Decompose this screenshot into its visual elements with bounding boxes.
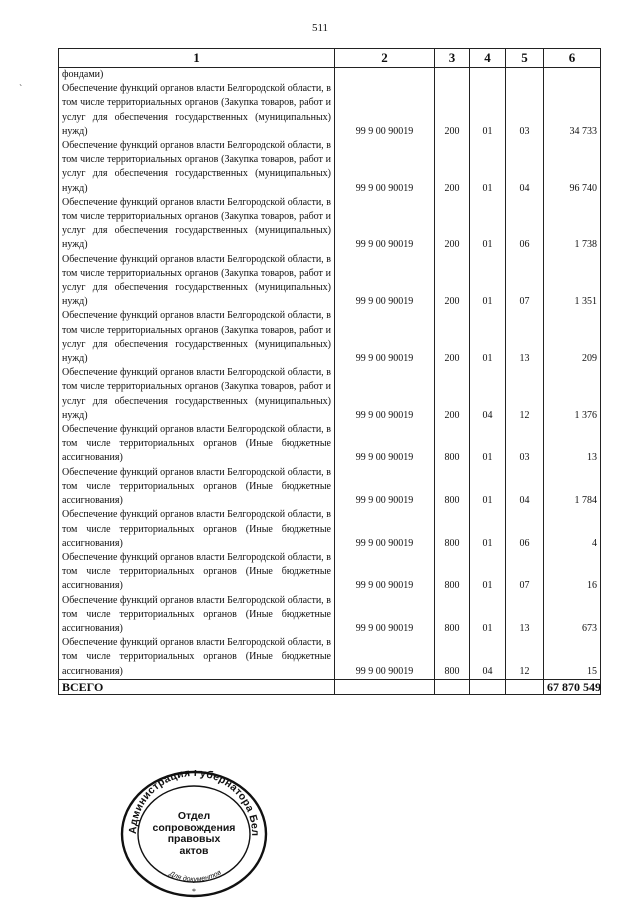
- row-code: 99 9 00 90019: [335, 508, 435, 551]
- stamp-center-text: [118, 770, 270, 898]
- row-col4: [470, 68, 506, 83]
- row-col3: 800: [435, 636, 470, 679]
- table-row: [59, 423, 601, 466]
- total-row: [59, 679, 601, 694]
- row-col5: 03: [506, 82, 544, 139]
- row-col4: 01: [470, 196, 506, 253]
- table-row: [59, 309, 601, 366]
- row-col3: 800: [435, 594, 470, 637]
- row-col4: 04: [470, 366, 506, 423]
- row-col3: 200: [435, 196, 470, 253]
- row-col4: 01: [470, 82, 506, 139]
- row-description: фондами): [59, 68, 335, 83]
- row-code: 99 9 00 90019: [335, 82, 435, 139]
- header-col-2: 2: [335, 49, 435, 68]
- row-col3: 800: [435, 466, 470, 509]
- row-col4: 01: [470, 508, 506, 551]
- budget-table: [58, 48, 601, 695]
- row-code: 99 9 00 90019: [335, 253, 435, 310]
- row-col4: 01: [470, 309, 506, 366]
- row-description: Обеспечение функций органов власти Белгородской области, в том числе территориальных органов (Закупка товаров, работ и услуг для обеспечения государственных (муниципальных) нужд): [59, 309, 335, 366]
- row-amount: 13: [544, 423, 601, 466]
- row-code: 99 9 00 90019: [335, 423, 435, 466]
- row-col5: [506, 68, 544, 83]
- table-row: [59, 68, 601, 83]
- table-row: [59, 508, 601, 551]
- row-col4: 01: [470, 551, 506, 594]
- header-col-4: 4: [470, 49, 506, 68]
- row-col5: 13: [506, 594, 544, 637]
- row-amount: 15: [544, 636, 601, 679]
- table-row: [59, 139, 601, 196]
- row-description: Обеспечение функций органов власти Белгородской области, в том числе территориальных органов (Иные бюджетные ассигнования): [59, 636, 335, 679]
- row-col5: 07: [506, 551, 544, 594]
- header-col-1: 1: [59, 49, 335, 68]
- row-code: 99 9 00 90019: [335, 594, 435, 637]
- row-description: Обеспечение функций органов власти Белгородской области, в том числе территориальных органов (Иные бюджетные ассигнования): [59, 551, 335, 594]
- total-empty: [435, 679, 470, 694]
- table-row: [59, 82, 601, 139]
- official-stamp: [118, 770, 270, 898]
- stamp-line-3: правовых: [167, 833, 221, 845]
- row-amount: 1 351: [544, 253, 601, 310]
- row-col3: 200: [435, 139, 470, 196]
- table-row: [59, 551, 601, 594]
- row-amount: 1 784: [544, 466, 601, 509]
- header-row: [59, 49, 601, 68]
- row-col4: 04: [470, 636, 506, 679]
- table-row: [59, 366, 601, 423]
- row-col3: 800: [435, 508, 470, 551]
- header-col-5: 5: [506, 49, 544, 68]
- row-col5: 06: [506, 196, 544, 253]
- total-empty: [506, 679, 544, 694]
- stamp-line-4: актов: [179, 844, 209, 857]
- row-code: 99 9 00 90019: [335, 636, 435, 679]
- row-amount: 34 733: [544, 82, 601, 139]
- row-code: 99 9 00 90019: [335, 309, 435, 366]
- row-col4: 01: [470, 423, 506, 466]
- svg-text:*: *: [192, 887, 196, 896]
- row-col5: 07: [506, 253, 544, 310]
- row-col5: 04: [506, 139, 544, 196]
- row-col5: 12: [506, 636, 544, 679]
- row-code: 99 9 00 90019: [335, 466, 435, 509]
- table-row: [59, 636, 601, 679]
- row-code: [335, 68, 435, 83]
- table-row: [59, 466, 601, 509]
- row-amount: 673: [544, 594, 601, 637]
- header-col-3: 3: [435, 49, 470, 68]
- total-label: ВСЕГО: [59, 679, 335, 694]
- row-amount: 1 738: [544, 196, 601, 253]
- row-col4: 01: [470, 466, 506, 509]
- table-row: [59, 253, 601, 310]
- stray-mark: `: [19, 84, 23, 95]
- row-description: Обеспечение функций органов власти Белгородской области, в том числе территориальных органов (Закупка товаров, работ и услуг для обеспечения государственных (муниципальных) нужд): [59, 82, 335, 139]
- row-code: 99 9 00 90019: [335, 196, 435, 253]
- stamp-line-1: Отдел: [177, 810, 211, 822]
- svg-text:Администрация Губернатора Белг: Администрация Губернатора Бел: [126, 770, 262, 837]
- row-col4: 01: [470, 139, 506, 196]
- row-amount: 1 376: [544, 366, 601, 423]
- row-col3: 200: [435, 82, 470, 139]
- row-description: Обеспечение функций органов власти Белгородской области, в том числе территориальных органов (Иные бюджетные ассигнования): [59, 594, 335, 637]
- row-col3: [435, 68, 470, 83]
- row-col4: 01: [470, 594, 506, 637]
- svg-text:Для документов: Для документов: [168, 869, 223, 884]
- row-amount: 4: [544, 508, 601, 551]
- row-amount: 16: [544, 551, 601, 594]
- table-row: [59, 196, 601, 253]
- stamp-line-2: сопровождения: [152, 821, 236, 834]
- row-col5: 06: [506, 508, 544, 551]
- row-col3: 800: [435, 423, 470, 466]
- row-description: Обеспечение функций органов власти Белгородской области, в том числе территориальных органов (Иные бюджетные ассигнования): [59, 466, 335, 509]
- total-amount: 67 870 549: [544, 679, 601, 694]
- row-col4: 01: [470, 253, 506, 310]
- row-description: Обеспечение функций органов власти Белгородской области, в том числе территориальных органов (Закупка товаров, работ и услуг для обеспечения государственных (муниципальных) нужд): [59, 196, 335, 253]
- row-description: Обеспечение функций органов власти Белгородской области, в том числе территориальных органов (Иные бюджетные ассигнования): [59, 423, 335, 466]
- row-description: Обеспечение функций органов власти Белгородской области, в том числе территориальных органов (Закупка товаров, работ и услуг для обеспечения государственных (муниципальных) нужд): [59, 366, 335, 423]
- table-row: [59, 594, 601, 637]
- row-description: Обеспечение функций органов власти Белгородской области, в том числе территориальных органов (Иные бюджетные ассигнования): [59, 508, 335, 551]
- row-col3: 200: [435, 366, 470, 423]
- row-amount: 96 740: [544, 139, 601, 196]
- row-code: 99 9 00 90019: [335, 139, 435, 196]
- row-col5: 13: [506, 309, 544, 366]
- row-col3: 800: [435, 551, 470, 594]
- row-code: 99 9 00 90019: [335, 551, 435, 594]
- row-col5: 03: [506, 423, 544, 466]
- row-col5: 12: [506, 366, 544, 423]
- row-amount: 209: [544, 309, 601, 366]
- row-col3: 200: [435, 309, 470, 366]
- row-col3: 200: [435, 253, 470, 310]
- row-description: Обеспечение функций органов власти Белгородской области, в том числе территориальных органов (Закупка товаров, работ и услуг для обеспечения государственных (муниципальных) нужд): [59, 253, 335, 310]
- total-empty: [470, 679, 506, 694]
- row-col5: 04: [506, 466, 544, 509]
- row-description: Обеспечение функций органов власти Белгородской области, в том числе территориальных органов (Закупка товаров, работ и услуг для обеспечения государственных (муниципальных) нужд): [59, 139, 335, 196]
- row-code: 99 9 00 90019: [335, 366, 435, 423]
- page-number: 511: [311, 22, 329, 34]
- header-col-6: 6: [544, 49, 601, 68]
- total-empty: [335, 679, 435, 694]
- row-amount: [544, 68, 601, 83]
